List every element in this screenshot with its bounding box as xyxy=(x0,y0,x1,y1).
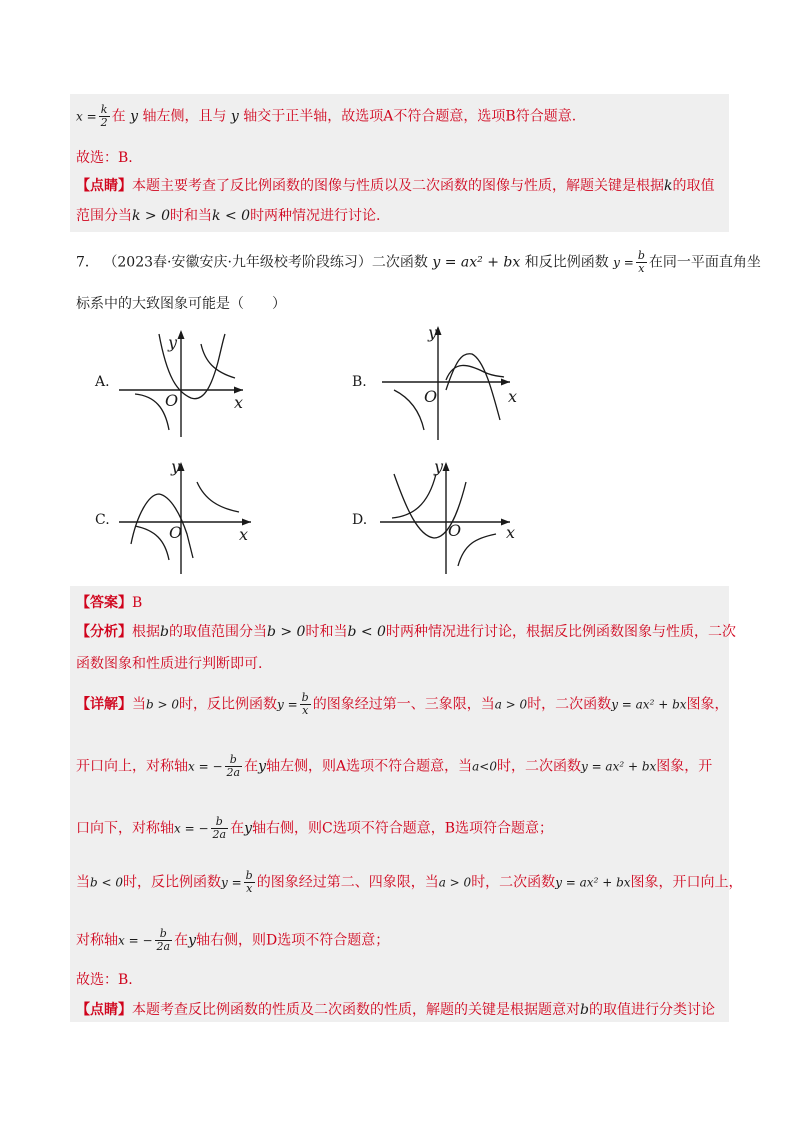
question-line-2: 标系中的大致图象可能是（ ） xyxy=(76,296,286,312)
option-a-origin-label: O xyxy=(165,391,179,410)
detail-line-3: 口向下，对称轴x = − $\frac{b}{2a}$ 在y轴右侧，则C选项不符合题意，B选项符合题意； xyxy=(76,815,553,841)
answer-note-line: 【点睛】本题考查反比例函数的性质及二次函数的性质，解题的关键是根据题意对b的取值进行分类讨论 xyxy=(76,1002,715,1018)
question-line-1: 7． （2023春·安徽安庆·九年级校考阶段练习）二次函数 y = ax² + bx 和反比例函数 y = $\frac{b}{x}$ 在同一平面直角坐 xyxy=(76,249,761,275)
fraction-b-over-x: $\frac{b}{x}$ xyxy=(301,691,309,717)
analysis-line-1: 【分析】根据b的取值范围分当b > 0时和当b < 0时两种情况进行讨论，根据反比例函数图象与性质，二次 xyxy=(76,624,736,640)
option-a-x-label: x xyxy=(234,393,244,412)
top-choice: 故选：B. xyxy=(76,150,133,166)
fraction-b-over-x: $\frac{b}{x}$ xyxy=(637,249,645,275)
option-b-origin-label: O xyxy=(424,387,438,406)
option-c-y-label: y xyxy=(171,457,181,476)
analysis-line-2: 函数图象和性质进行判断即可. xyxy=(76,656,263,672)
fraction-b-over-x: $\frac{b}{x}$ xyxy=(245,869,253,895)
option-b-label: B. xyxy=(352,374,367,390)
option-c-label: C. xyxy=(95,512,110,528)
answer-choice: 故选：B. xyxy=(76,972,133,988)
option-d-x-label: x xyxy=(506,523,516,542)
answer-solution-block xyxy=(70,586,729,1022)
fraction-b-over-2a: $\frac{b}{2a}$ xyxy=(226,753,241,779)
detail-line-5: 对称轴x = − $\frac{b}{2a}$ 在y轴右侧，则D选项不符合题意； xyxy=(76,927,390,953)
option-b-x-label: x xyxy=(508,387,518,406)
fraction-b-over-2a: $\frac{b}{2a}$ xyxy=(212,815,227,841)
fraction-k-over-2: $\frac{k}{2}$ xyxy=(100,103,108,129)
detail-line-1: 【详解】当b > 0时，反比例函数y = $\frac{b}{x}$ 的图象经过第一、三象限，当a > 0时，二次函数y = ax² + bx图象， xyxy=(76,691,729,717)
detail-line-2: 开口向上，对称轴x = − $\frac{b}{2a}$ 在y轴左侧，则A选项不符合题意，当a<0时，二次函数y = ax² + bx图象，开 xyxy=(76,753,713,779)
answer-line: 【答案】B xyxy=(76,595,143,611)
top-line-1: x = $\frac{k}{2}$ 在 y 轴左侧，且与 y 轴交于正半轴，故选项A不符合题意，选项B符合题意. xyxy=(76,103,577,129)
option-a-label: A. xyxy=(95,374,110,390)
option-c-graph xyxy=(115,454,265,579)
option-c-origin-label: O xyxy=(169,523,183,542)
detail-line-4: 当b < 0时，反比例函数y = $\frac{b}{x}$ 的图象经过第二、四象限，当a > 0时，二次函数y = ax² + bx图象，开口向上， xyxy=(76,869,743,895)
fraction-b-over-2a: $\frac{b}{2a}$ xyxy=(156,927,171,953)
top-note-line-2: 范围分当k > 0时和当k < 0时两种情况进行讨论. xyxy=(76,208,381,224)
option-c-x-label: x xyxy=(239,525,249,544)
option-d-label: D. xyxy=(352,512,368,528)
option-a-graph xyxy=(115,322,255,442)
option-d-y-label: y xyxy=(434,457,444,476)
top-note-line-1: 【点睛】本题主要考查了反比例函数的图像与性质以及二次函数的图像与性质，解题关键是根据k的取值 xyxy=(76,178,715,194)
option-d-graph xyxy=(372,454,522,579)
option-a-y-label: y xyxy=(168,333,178,352)
option-d-origin-label: O xyxy=(448,521,462,540)
option-b-y-label: y xyxy=(428,323,438,342)
option-b-graph xyxy=(372,320,522,445)
